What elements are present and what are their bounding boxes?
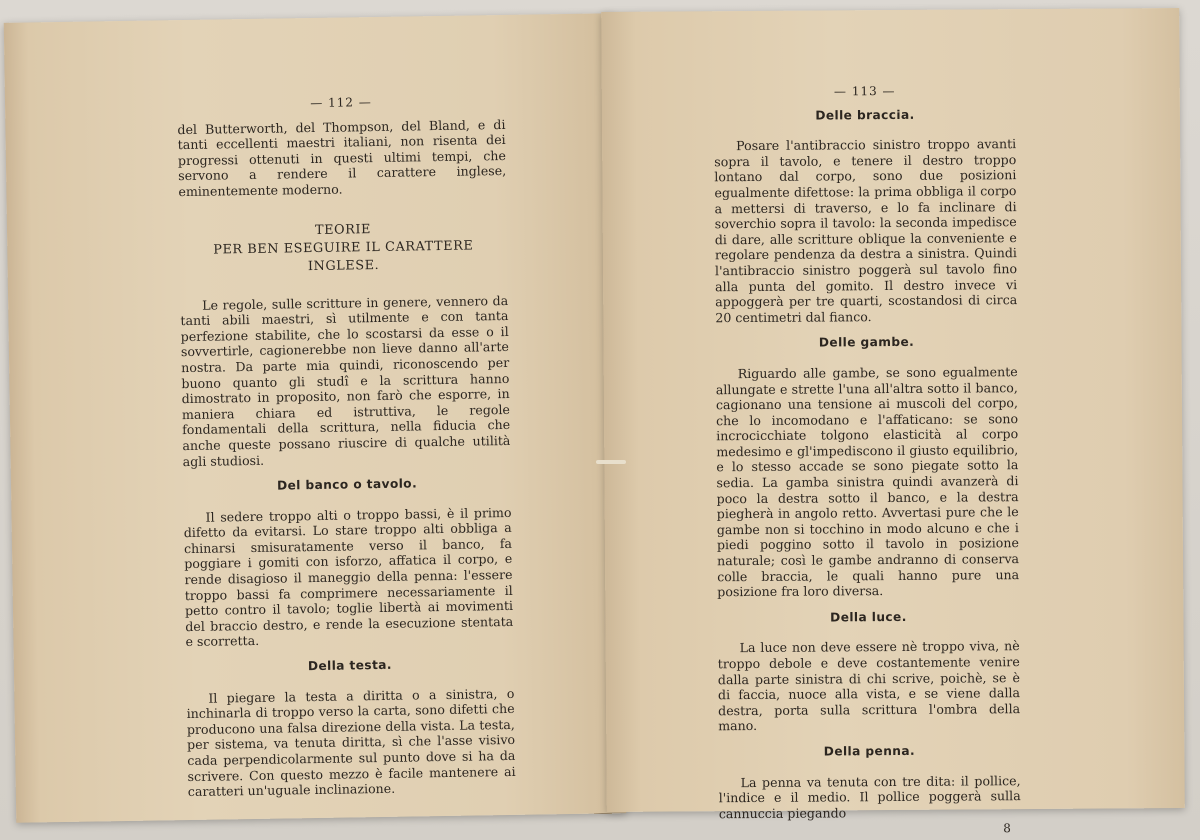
intro-paragraph: del Butterworth, del Thompson, del Bland, e di tanti eccellenti maestri italiani, non risenta dei progressi ottenuti in questi ultimi tempi, che servono a rendere il carattere inglese, eminentemente moderno. bbox=[177, 116, 507, 200]
heading-testa: Della testa. bbox=[307, 657, 393, 674]
binding-thread bbox=[596, 460, 626, 464]
title-line-1: TEORIE bbox=[314, 221, 372, 238]
sheet-signature-number: 8 bbox=[1003, 821, 1011, 836]
right-page-number: — 113 — bbox=[833, 83, 896, 99]
left-page bbox=[4, 13, 626, 822]
section-title bbox=[179, 219, 508, 278]
braccia-paragraph: Posare l'antibraccio sinistro troppo avanti sopra il tavolo, e tenere il destro troppo lontano dal corpo, sono due posizioni egualmente difettose: la prima obbliga il corpo a mettersi di traverso, e lo fa inclinare di soverchio sopra il tavolo: la seconda impedisce di dare, alle scritture oblique la conveniente e regolare pendenza da destra a sinistra. Quindi l'antibraccio sinistro poggerà sul tavolo fino alla punta del gomito. Il destro invece vi appoggerà per tre quarti, scostandosi di circa 20 centimetri dal fianco. bbox=[714, 136, 1018, 325]
penna-paragraph: La penna va tenuta con tre dita: il pollice, l'indice e il medio. Il pollice poggerà sulla cannuccia piegando bbox=[718, 772, 1021, 821]
left-page-number: — 112 — bbox=[310, 95, 372, 111]
right-page-text bbox=[714, 83, 1021, 839]
left-page-text bbox=[177, 93, 516, 800]
heading-luce: Della luce. bbox=[830, 609, 907, 625]
heading-gambe: Delle gambe. bbox=[818, 335, 915, 350]
right-page bbox=[601, 8, 1185, 836]
title-line-2: PER BEN ESEGUIRE IL CARATTERE INGLESE. bbox=[213, 238, 474, 274]
heading-penna: Della penna. bbox=[823, 743, 916, 759]
testa-paragraph: Il piegare la testa a diritta o a sinistra, o inchinarla di troppo verso la carta, sono difetti che producono una falsa direzione della vista. La testa, per sistema, va tenuta diritta, sì che l'asse visivo cada perpendicolarmente sul punto dove si ha da scrivere. Con questo mezzo è facile mantenere ai caratteri un'uguale inclinazione. bbox=[186, 685, 516, 800]
gambe-paragraph: Riguardo alle gambe, se sono egualmente allungate e strette l'una all'altra sotto il banco, cagionano una tensione ai muscoli del corpo, che lo incomodano e l'affaticano: se sono incrocicchiate tolgono elasticità al corpo medesimo e gl'impediscono il giusto equilibrio, e lo stesso accade se sono piegate sotto la sedia. La gamba sinistra quindi avanzerà di poco la destra sotto il banco, e la destra piegherà in angolo retto. Avvertasi pure che le gambe non si tocchino in modo alcuno e che i piedi poggino sotto il tavolo in posizione naturale; così le gambe andranno di conserva colle braccia, le quali hanno pure una posizione fra loro diversa. bbox=[715, 364, 1020, 600]
luce-paragraph: La luce non deve essere nè troppo viva, nè troppo debole e deve costantemente venire dalla parte sinistra di chi scrive, poichè, se è di faccia, nuoce alla vista, e se viene dalla destra, porta sulla scrittura l'ombra della mano. bbox=[717, 638, 1021, 734]
heading-banco: Del banco o tavolo. bbox=[276, 476, 418, 493]
rules-paragraph: Le regole, sulle scritture in genere, vennero da tanti abili maestri, sì utilmente e con tanta perfezione stabilite, che lo scostarsi da esse o il sovvertirle, cagionerebbe non lieve danno all'arte nostra. Da parte mia quindi, riconoscendo per buono quanto gli studî e la scrittura hanno dimostrato in proposito, non farò che esporre, in maniera chiara ed istruttiva, le regole fondamentali della scrittura, nella fiducia che anche queste possano riuscire di qualche utilità agli studiosi. bbox=[180, 292, 511, 469]
heading-braccia: Delle braccia. bbox=[815, 107, 915, 123]
banco-paragraph: Il sedere troppo alti o troppo bassi, è il primo difetto da evitarsi. Lo stare troppo alti obbliga a chinarsi smisuratamente verso il banco, fa poggiare i gomiti con isforzo, affatica il corpo, e rende disagioso il maneggio della penna: l'essere troppo bassi fa comprimere necessariamente il petto contro il tavolo; toglie libertà ai movimenti del braccio destro, e rende la esecuzione stentata e scorretta. bbox=[183, 504, 514, 650]
